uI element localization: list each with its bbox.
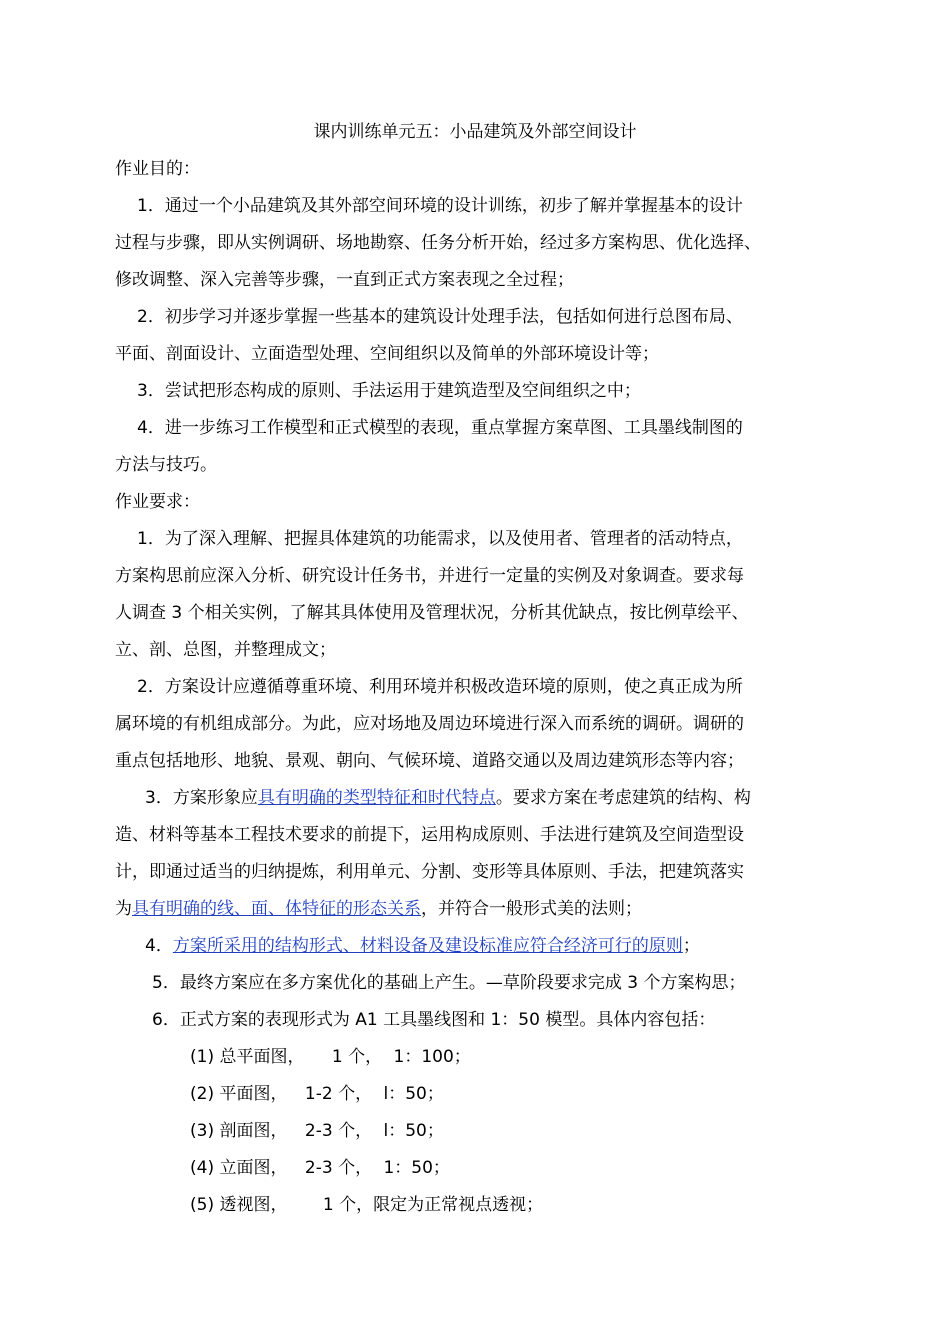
- requirement-3-text: 3．方案形象应: [145, 788, 258, 808]
- page-title: 课内训练单元五：小品建筑及外部空间设计: [313, 122, 637, 142]
- requirement-1-line-2: 方案构思前应深入分析、研究设计任务书，并进行一定量的实例及对象调查。要求每: [115, 566, 744, 586]
- item-count: 1 个，限定为正常视点透视；: [322, 1195, 544, 1215]
- item-scale: 1：50；: [383, 1158, 450, 1178]
- requirement-1-line-3: 人调查 3 个相关实例，了解其具体使用及管理状况，分析其优缺点，按比例草绘平、: [115, 603, 749, 623]
- requirement-2-line-2: 属环境的有机组成部分。为此，应对场地及周边环境进行深入而系统的调研。调研的: [115, 714, 744, 734]
- requirement-2-line-3: 重点包括地形、地貌、景观、朝向、气候环境、道路交通以及周边建筑形态等内容；: [115, 751, 744, 771]
- deliverable-item-1: [190, 1046, 471, 1068]
- item-num: (3): [190, 1121, 215, 1141]
- item-scale: l：50；: [383, 1121, 444, 1141]
- item-count: 1-2 个，: [304, 1084, 373, 1104]
- item-name: 剖面图，: [219, 1121, 288, 1141]
- purpose-item-1-line-2: 过程与步骤，即从实例调研、场地勘察、任务分析开始，经过多方案构思、优化选择、: [115, 233, 761, 253]
- requirement-1-line-4: 立、剖、总图，并整理成文；: [115, 640, 336, 660]
- requirement-3-text-cont: 。要求方案在考虑建筑的结构、构: [495, 788, 751, 808]
- requirement-4-end: ；: [682, 936, 700, 956]
- item-name: 平面图，: [219, 1084, 288, 1104]
- item-count: 1 个，: [331, 1047, 383, 1067]
- requirement-3-line-4: [115, 898, 642, 920]
- item-scale: 1：100；: [393, 1047, 471, 1067]
- deliverable-item-5: [190, 1194, 543, 1216]
- item-scale: l：50；: [383, 1084, 444, 1104]
- purpose-item-4-line-1: 4．进一步练习工作模型和正式模型的表现，重点掌握方案草图、工具墨线制图的: [137, 418, 743, 438]
- requirement-1-line-1: 1．为了深入理解、把握具体建筑的功能需求，以及使用者、管理者的活动特点，: [137, 529, 743, 549]
- item-name: 总平面图，: [219, 1047, 305, 1067]
- purpose-item-3: 3．尝试把形态构成的原则、手法运用于建筑造型及空间组织之中；: [137, 381, 641, 401]
- purpose-item-2-line-2: 平面、剖面设计、立面造型处理、空间组织以及简单的外部环境设计等；: [115, 344, 659, 364]
- purpose-item-4-line-2: 方法与技巧。: [115, 455, 217, 475]
- requirement-3-link-form-relation[interactable]: 具有明确的线、面、体特征的形态关系: [132, 899, 421, 919]
- requirement-2-line-1: 2．方案设计应遵循尊重环境、利用环境并积极改造环境的原则，使之真正成为所: [137, 677, 743, 697]
- item-name: 透视图，: [219, 1195, 288, 1215]
- requirement-4-link-economy[interactable]: 方案所采用的结构形式、材料设备及建设标准应符合经济可行的原则: [172, 936, 683, 956]
- requirement-3-text-end: 为: [115, 899, 132, 919]
- item-name: 立面图，: [219, 1158, 288, 1178]
- item-count: 2-3 个，: [304, 1158, 373, 1178]
- requirement-6: 6．正式方案的表现形式为 A1 工具墨线图和 1：50 模型。具体内容包括：: [152, 1010, 716, 1030]
- requirements-heading: 作业要求：: [115, 492, 200, 512]
- requirement-4-num: 4．: [145, 936, 173, 956]
- item-num: (4): [190, 1158, 215, 1178]
- requirement-3-line-1: [145, 787, 751, 809]
- purpose-heading: 作业目的：: [115, 159, 200, 179]
- deliverable-item-2: [190, 1083, 444, 1105]
- item-num: (2): [190, 1084, 215, 1104]
- deliverable-item-3: [190, 1120, 444, 1142]
- item-count: 2-3 个，: [304, 1121, 373, 1141]
- deliverable-item-4: [190, 1157, 450, 1179]
- requirement-3-line-3: 计，即通过适当的归纳提炼，利用单元、分割、变形等具体原则、手法，把建筑落实: [115, 862, 744, 882]
- requirement-4: [145, 935, 700, 957]
- requirement-5: 5．最终方案应在多方案优化的基础上产生。—草阶段要求完成 3 个方案构思；: [152, 973, 746, 993]
- purpose-item-1-line-3: 修改调整、深入完善等步骤，一直到正式方案表现之全过程；: [115, 270, 574, 290]
- item-num: (1): [190, 1047, 215, 1067]
- requirement-3-link-type-features[interactable]: 具有明确的类型特征和时代特点: [257, 788, 496, 808]
- requirement-3-line-2: 造、材料等基本工程技术要求的前提下，运用构成原则、手法进行建筑及空间造型设: [115, 825, 744, 845]
- item-num: (5): [190, 1195, 215, 1215]
- purpose-item-2-line-1: 2．初步学习并逐步掌握一些基本的建筑设计处理手法，包括如何进行总图布局、: [137, 307, 743, 327]
- requirement-3-text-final: ，并符合一般形式美的法则；: [421, 899, 642, 919]
- purpose-item-1-line-1: 1．通过一个小品建筑及其外部空间环境的设计训练，初步了解并掌握基本的设计: [137, 196, 743, 216]
